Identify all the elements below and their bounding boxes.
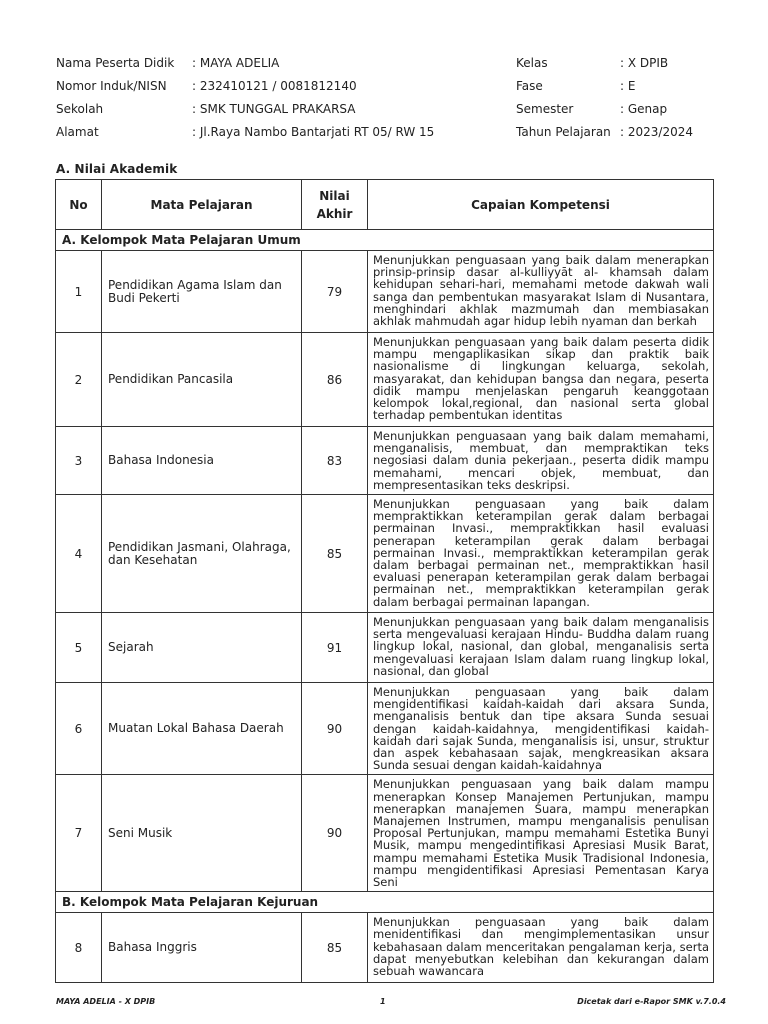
header-score <box>302 180 368 230</box>
footer-page-number: 1 <box>380 997 386 1006</box>
info-label: Alamat <box>56 125 99 139</box>
info-value: : MAYA ADELIA <box>192 56 280 70</box>
header-subject: Mata Pelajaran <box>102 180 302 230</box>
row-score: 91 <box>302 613 368 683</box>
row-competency: Menunjukkan penguasaan yang baik dalam mampu menerapkan Konsep Manajemen Pertunjukan, mampu menerapkan manajemen Suara, mampu menerapkan Manajemen Instrumen, mampu menganalisis penulisan Proposal Pertunjukan, mampu memahami Estetika Bunyi Musik, mampu mengedintifikasi Apresiasi Musik Barat, mampu memahami Estetika Musik Tradisional Indonesia, mampu mengidentifikasi Apresiasi Pementasan Karya Seni <box>368 775 714 892</box>
row-competency: Menunjukkan penguasaan yang baik dalam menidentifikasi dan mengimplementasikan unsur kebahasaan dalam menceritakan pengalaman kerja, serta dapat menyebutkan kelebihan dan kekurangan dalam sebuah wawancara <box>368 913 714 983</box>
row-competency: Menunjukkan penguasaan yang baik dalam mempraktikkan keterampilan gerak dalam berbagai permainan Invasi., mempraktikkan hasil evaluasi penerapan keterampilan gerak dalam berbagai permainan Invasi., mempraktikkan keterampilan gerak dalam berbagai permainan net., mempraktikkan hasil evaluasi penerapan keterampilan gerak dalam berbagai permainan net., mempraktikkan keterampilan gerak dalam berbagai permainan lapangan. <box>368 495 714 613</box>
group-row-umum <box>56 230 714 251</box>
row-competency: Menunjukkan penguasaan yang baik dalam menganalisis serta mengevaluasi kerajaan Hindu- Buddha dalam ruang lingkup lokal, nasional, dan global, menganalisis serta mengevaluasi kerajaan Islam dalam ruang lingkup lokal, nasional, dan global <box>368 613 714 683</box>
row-subject: Pendidikan Agama Islam dan Budi Pekerti <box>102 251 302 333</box>
info-row-phase <box>516 75 693 98</box>
row-score: 79 <box>302 251 368 333</box>
footer-student: MAYA ADELIA - X DPIB <box>56 997 156 1006</box>
row-score: 85 <box>302 913 368 983</box>
row-no: 4 <box>56 495 102 613</box>
row-no: 3 <box>56 427 102 495</box>
table-row <box>56 775 714 892</box>
footer-printed-by: Dicetak dari e-Rapor SMK v.7.0.4 <box>577 997 726 1006</box>
table-row <box>56 427 714 495</box>
row-no: 5 <box>56 613 102 683</box>
info-value: : Genap <box>620 102 668 116</box>
info-row-school <box>56 98 434 121</box>
row-score: 90 <box>302 775 368 892</box>
row-subject: Muatan Lokal Bahasa Daerah <box>102 683 302 775</box>
header-competency: Capaian Kompetensi <box>368 180 714 230</box>
header-score-line2: Akhir <box>316 206 353 221</box>
info-row-semester <box>516 98 693 121</box>
info-label: Nomor Induk/NISN <box>56 79 167 93</box>
row-subject: Bahasa Indonesia <box>102 427 302 495</box>
info-label: Sekolah <box>56 102 104 116</box>
table-row <box>56 613 714 683</box>
row-no: 7 <box>56 775 102 892</box>
group-title: B. Kelompok Mata Pelajaran Kejuruan <box>56 892 714 913</box>
info-row-nisn <box>56 75 434 98</box>
table-row <box>56 333 714 427</box>
info-value: : E <box>620 79 636 93</box>
row-subject: Pendidikan Pancasila <box>102 333 302 427</box>
info-label: Semester <box>516 102 574 116</box>
table-row <box>56 913 714 983</box>
row-score: 83 <box>302 427 368 495</box>
row-subject: Sejarah <box>102 613 302 683</box>
row-competency: Menunjukkan penguasaan yang baik dalam memahami, menganalisis, membuat, dan mempraktikan teks negosiasi dalam dunia pekerjaan., peserta didik mampu memahami, mencari objek, membuat, dan mempresentasikan teks deskripsi. <box>368 427 714 495</box>
info-label: Tahun Pelajaran <box>516 125 611 139</box>
info-value: : 232410121 / 0081812140 <box>192 79 357 93</box>
student-info-left <box>56 52 434 144</box>
header-no: No <box>56 180 102 230</box>
row-subject: Seni Musik <box>102 775 302 892</box>
table-row <box>56 495 714 613</box>
row-subject: Bahasa Inggris <box>102 913 302 983</box>
row-score: 85 <box>302 495 368 613</box>
row-no: 2 <box>56 333 102 427</box>
info-row-address <box>56 121 434 144</box>
row-score: 90 <box>302 683 368 775</box>
info-row-class <box>516 52 693 75</box>
info-value: : Jl.Raya Nambo Bantarjati RT 05/ RW 15 <box>192 125 435 139</box>
info-value: : X DPIB <box>620 56 669 70</box>
info-label: Nama Peserta Didik <box>56 56 175 70</box>
grades-table <box>55 179 714 983</box>
section-title: A. Nilai Akademik <box>56 162 178 176</box>
row-subject: Pendidikan Jasmani, Olahraga, dan Kesehatan <box>102 495 302 613</box>
table-row <box>56 251 714 333</box>
info-value: : SMK TUNGGAL PRAKARSA <box>192 102 356 116</box>
info-row-name <box>56 52 434 75</box>
group-row-kejuruan <box>56 892 714 913</box>
row-competency: Menunjukkan penguasaan yang baik dalam menerapkan prinsip-prinsip dasar al-kulliyyāt al- khamsah dalam kehidupan sehari-hari, memahami metode dakwah wali sanga dan pembentukan masyarakat Islam di Nusantara, menghindari akhlak mazmumah dan membiasakan akhlak mahmudah agar hidup lebih nyaman dan berkah <box>368 251 714 333</box>
student-info-right <box>516 52 693 144</box>
info-value: : 2023/2024 <box>620 125 693 139</box>
header-score-line1: Nilai <box>319 188 350 203</box>
row-competency: Menunjukkan penguasaan yang baik dalam peserta didik mampu mengaplikasikan sikap dan praktik baik nasionalisme di lingkungan keluarga, sekolah, masyarakat, dan kehidupan bangsa dan negara, peserta didik mampu menjelaskan pengaruh keanggotaan kelompok lokal,regional, dan nasional serta global terhadap pembentukan identitas <box>368 333 714 427</box>
info-label: Kelas <box>516 56 548 70</box>
row-no: 8 <box>56 913 102 983</box>
info-label: Fase <box>516 79 543 93</box>
group-title: A. Kelompok Mata Pelajaran Umum <box>56 230 714 251</box>
info-row-year <box>516 121 693 144</box>
table-row <box>56 683 714 775</box>
table-header-row <box>56 180 714 230</box>
row-competency: Menunjukkan penguasaan yang baik dalam mengidentifikasi kaidah-kaidah dari aksara Sunda, menganalisis bentuk dan tipe aksara Sunda sesuai dengan kaidah-kaidahnya, mengidentifikasi kaidah-kaidah dari sajak Sunda, menganalisis isi, unsur, struktur dan aspek kebahasaan sajak, mengkreasikan aksara Sunda sesuai dengan kaidah-kaidahnya <box>368 683 714 775</box>
row-no: 1 <box>56 251 102 333</box>
row-score: 86 <box>302 333 368 427</box>
row-no: 6 <box>56 683 102 775</box>
